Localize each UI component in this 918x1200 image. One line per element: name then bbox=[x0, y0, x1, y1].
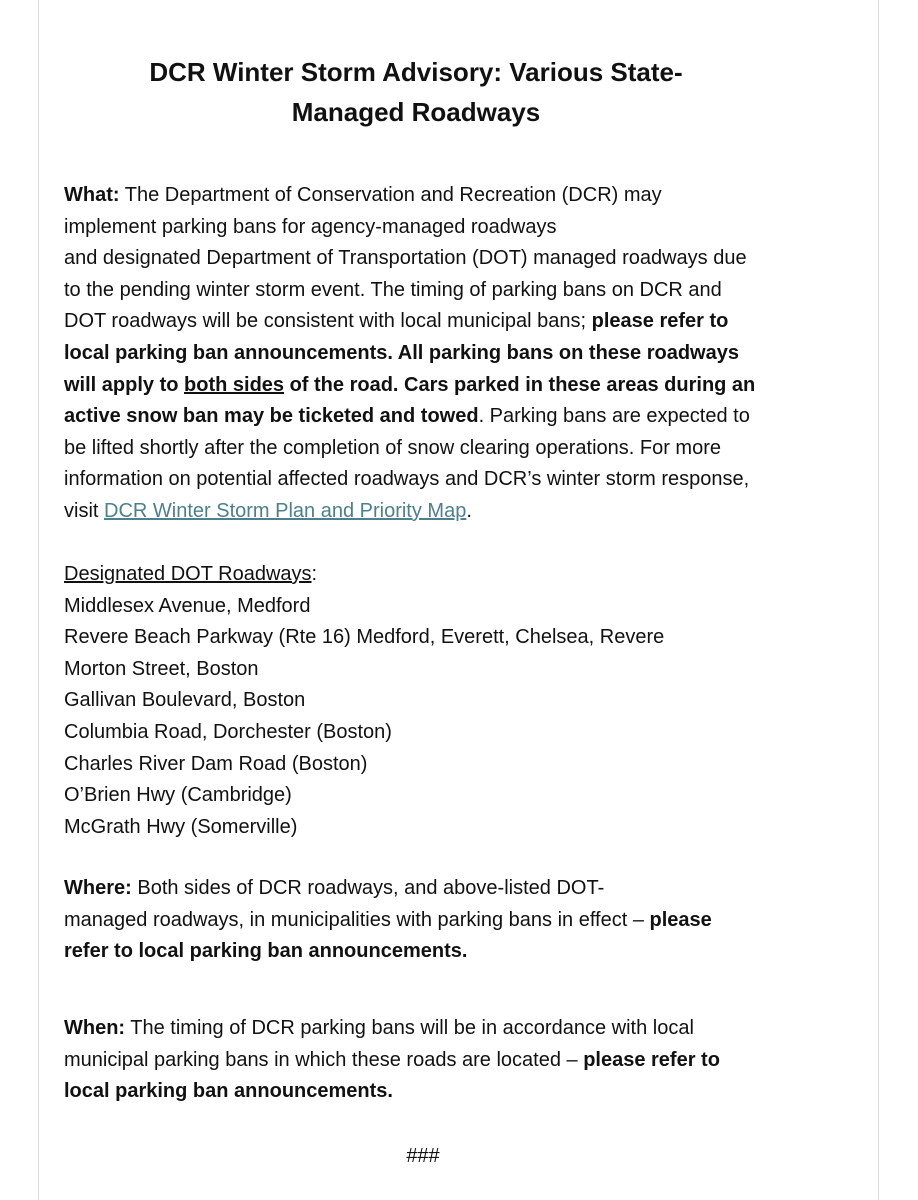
what-line bbox=[64, 401, 844, 433]
what-emphasis: active snow ban may be ticketed and towed bbox=[64, 405, 479, 428]
what-text: DOT roadways will be consistent with local municipal bans; bbox=[64, 310, 592, 333]
when-line bbox=[64, 1013, 844, 1045]
where-emphasis-line: refer to local parking ban announcements. bbox=[64, 940, 468, 963]
where-text: Both sides of DCR roadways, and above-listed DOT- bbox=[131, 877, 605, 899]
roadway-item: O’Brien Hwy (Cambridge) bbox=[64, 784, 292, 807]
what-emphasis: please refer to bbox=[591, 310, 729, 333]
what-line: be lifted shortly after the completion of snow clearing operations. For more bbox=[64, 436, 721, 459]
when-section bbox=[64, 1013, 844, 1108]
roadways-heading bbox=[64, 559, 844, 591]
when-label: When: bbox=[64, 1017, 126, 1039]
roadway-item: Charles River Dam Road (Boston) bbox=[64, 752, 368, 775]
title-line-2: Managed Roadways bbox=[291, 97, 541, 127]
where-line bbox=[64, 905, 844, 937]
what-line bbox=[64, 180, 844, 212]
what-emphasis: of the road. Cars parked in these areas during an bbox=[284, 373, 756, 396]
both-sides-underlined: both sides bbox=[184, 373, 285, 396]
where-label: Where: bbox=[64, 877, 132, 899]
what-text: The Department of Conservation and Recreation (DCR) may bbox=[119, 184, 662, 206]
what-section bbox=[64, 180, 844, 528]
advisory-title bbox=[64, 52, 768, 132]
title-line-1: DCR Winter Storm Advisory: Various State- bbox=[149, 57, 683, 87]
roadway-item: McGrath Hwy (Somerville) bbox=[64, 815, 298, 838]
roadway-item: Morton Street, Boston bbox=[64, 657, 259, 680]
what-emphasis-line bbox=[64, 370, 844, 402]
what-line: to the pending winter storm event. The timing of parking bans on DCR and bbox=[64, 278, 722, 301]
roadways-heading-text: Designated DOT Roadways bbox=[64, 563, 312, 585]
where-section bbox=[64, 873, 844, 968]
what-line: implement parking bans for agency-managed roadways bbox=[64, 215, 557, 238]
what-text: . bbox=[466, 499, 472, 522]
end-mark: ### bbox=[406, 1145, 440, 1167]
roadways-section bbox=[64, 559, 844, 843]
roadway-item: Gallivan Boulevard, Boston bbox=[64, 689, 306, 712]
what-text: visit bbox=[64, 499, 104, 522]
roadway-item: Revere Beach Parkway (Rte 16) Medford, Everett, Chelsea, Revere bbox=[64, 626, 665, 649]
roadway-item: Columbia Road, Dorchester (Boston) bbox=[64, 720, 392, 743]
winter-storm-plan-link[interactable]: DCR Winter Storm Plan and Priority Map bbox=[104, 499, 467, 522]
what-line bbox=[64, 306, 844, 338]
what-line: and designated Department of Transportation (DOT) managed roadways due bbox=[64, 247, 747, 270]
what-line bbox=[64, 496, 844, 528]
where-emphasis: please bbox=[649, 908, 712, 931]
what-emphasis-line: local parking ban announcements. All parking bans on these roadways bbox=[64, 341, 739, 364]
where-line bbox=[64, 873, 844, 905]
when-text: municipal parking bans in which these roads are located – bbox=[64, 1048, 584, 1071]
when-emphasis: please refer to bbox=[583, 1048, 720, 1071]
page-border-left bbox=[38, 0, 39, 1200]
what-emphasis: will apply to bbox=[64, 373, 185, 396]
what-text: . Parking bans are expected to bbox=[478, 405, 750, 428]
roadway-item: Middlesex Avenue, Medford bbox=[64, 594, 311, 617]
when-line bbox=[64, 1045, 844, 1077]
what-line: information on potential affected roadways and DCR’s winter storm response, bbox=[64, 468, 750, 491]
when-emphasis-line: local parking ban announcements. bbox=[64, 1080, 393, 1103]
where-text: managed roadways, in municipalities with parking bans in effect – bbox=[64, 908, 650, 931]
what-label: What: bbox=[64, 184, 120, 206]
roadways-heading-colon: : bbox=[311, 563, 318, 585]
page-border-right bbox=[878, 0, 879, 1200]
when-text: The timing of DCR parking bans will be in accordance with local bbox=[125, 1017, 694, 1039]
